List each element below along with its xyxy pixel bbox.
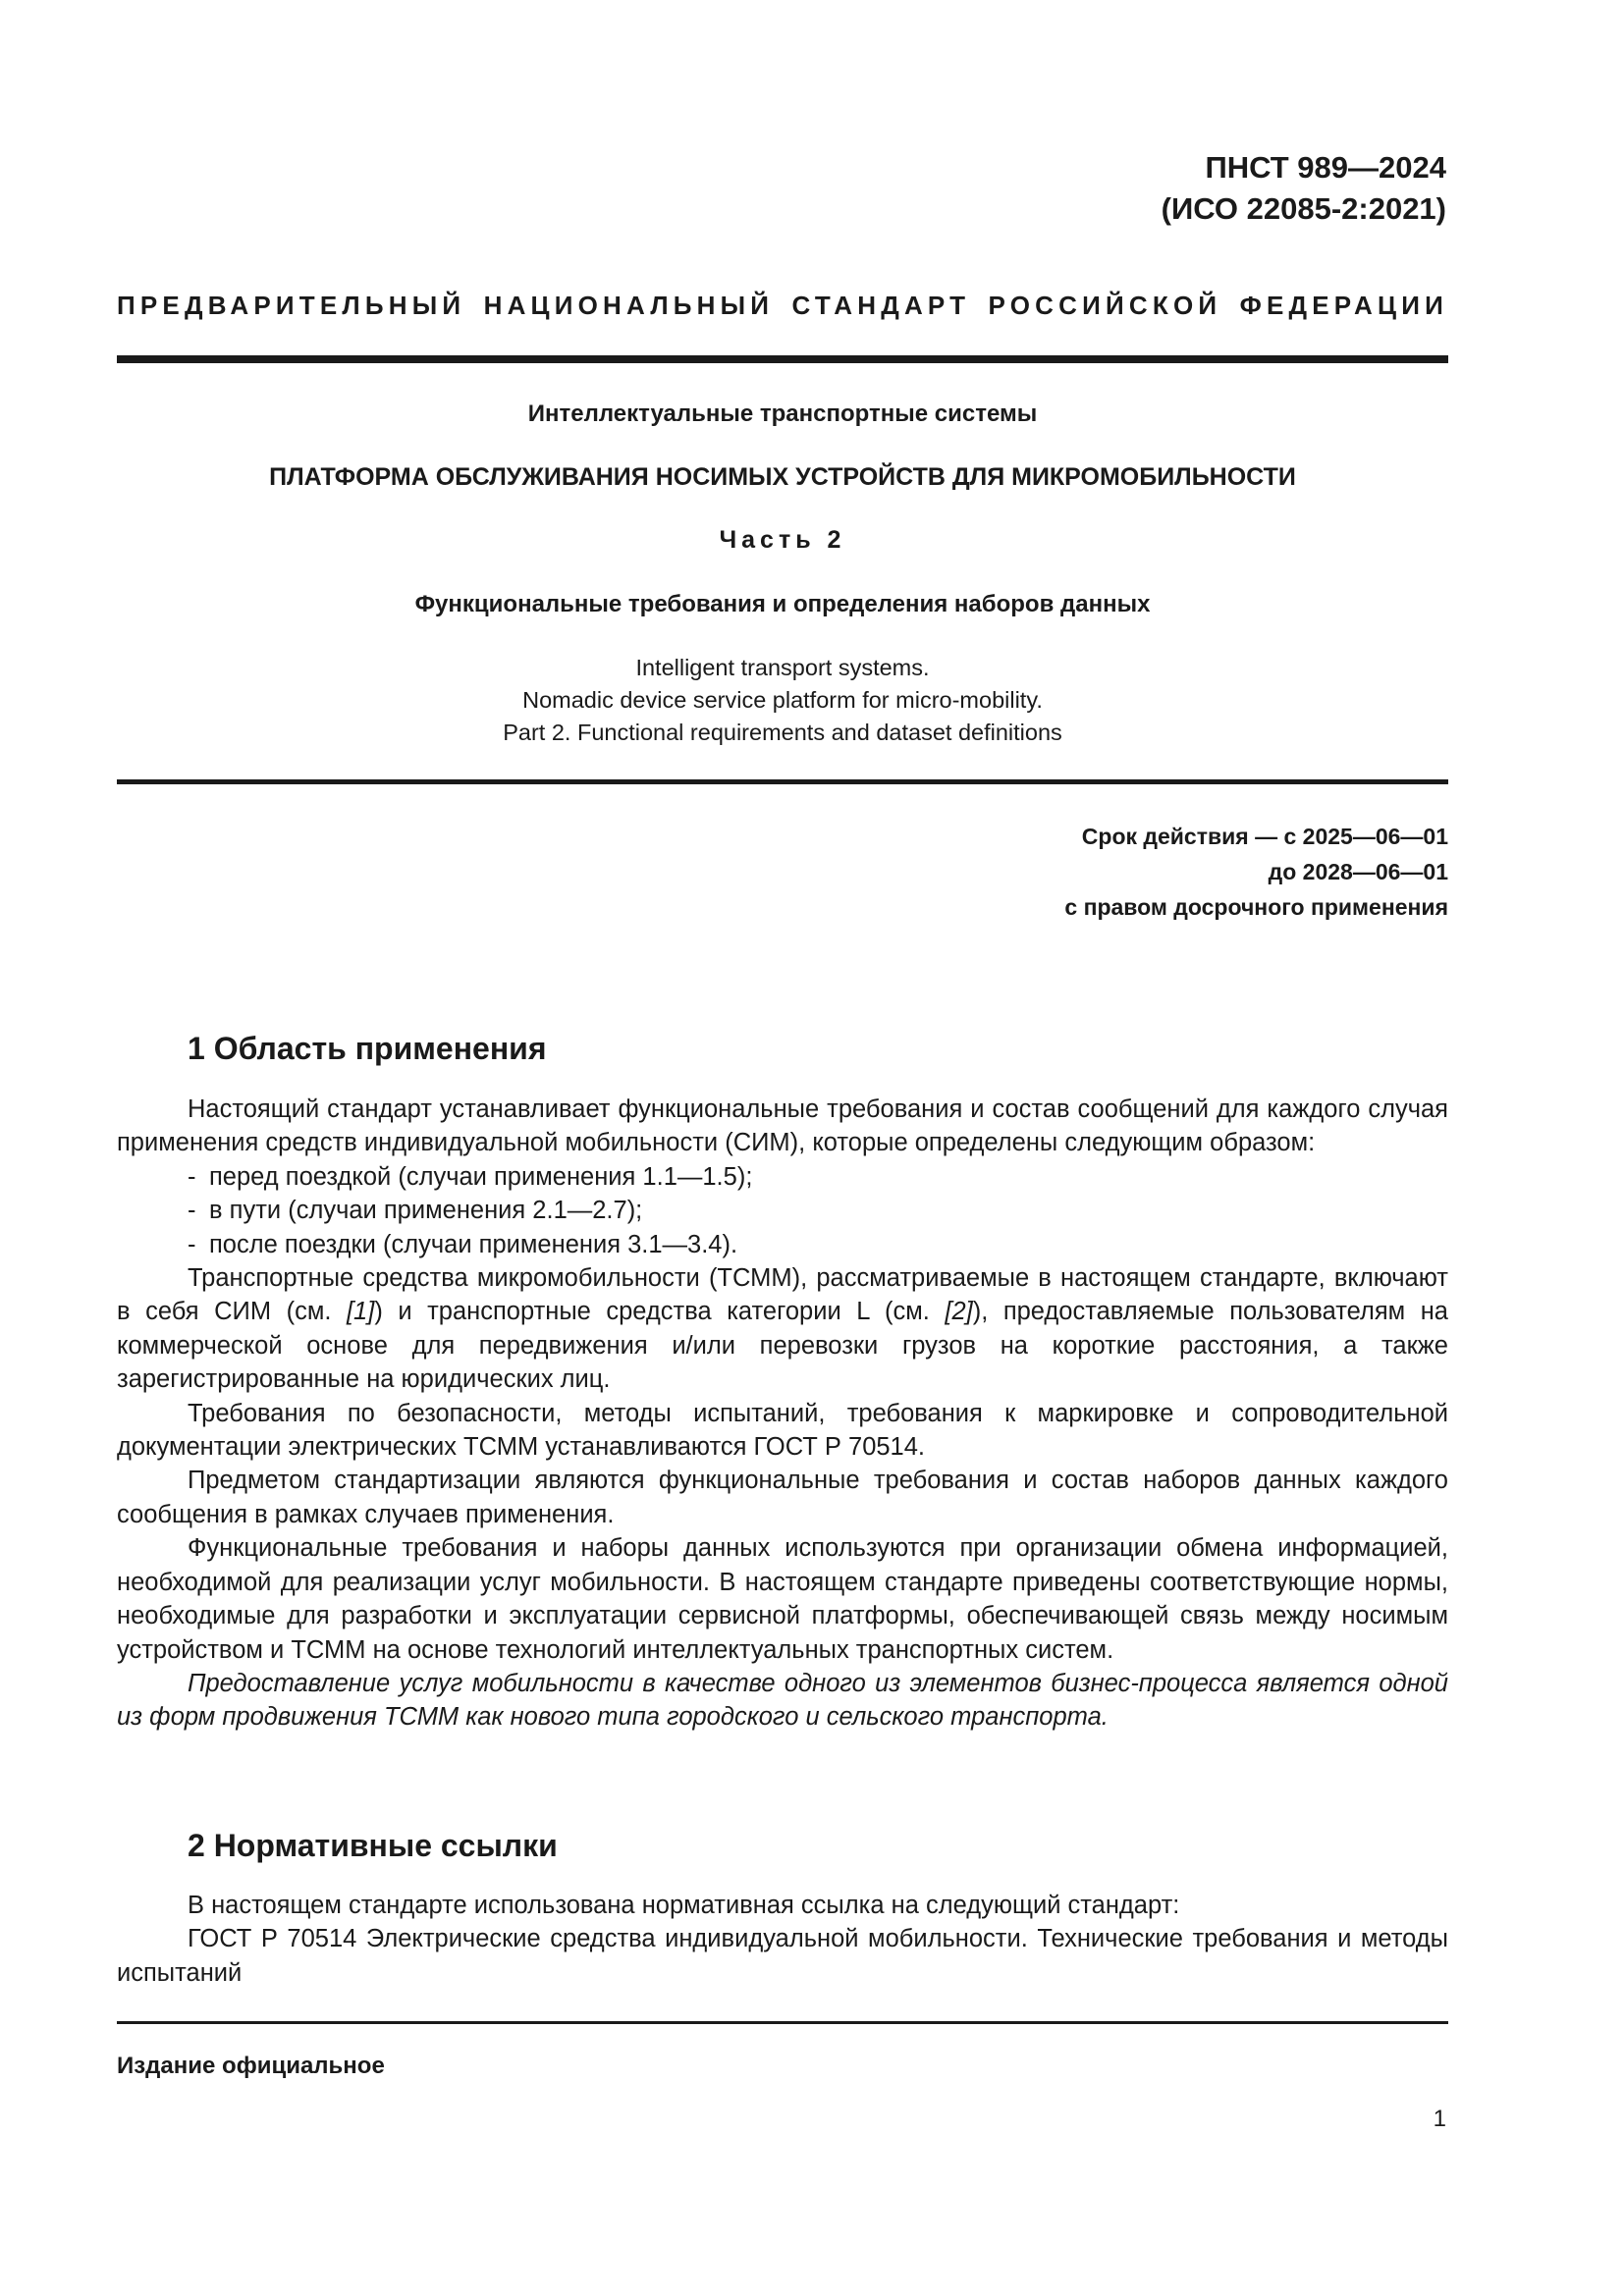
validity-start: Срок действия — с 2025—06—01 xyxy=(1081,824,1448,849)
list-item: - в пути (случаи применения 2.1—2.7); xyxy=(188,1197,643,1225)
standard-type-heading: ПРЕДВАРИТЕЛЬНЫЙ НАЦИОНАЛЬНЫЙ СТАНДАРТ РОССИЙСКОЙ ФЕДЕРАЦИИ xyxy=(117,291,1448,320)
section-1-paragraph-4: Предметом стандартизации являются функциональные требования и состав наборов данных каждого сообщения в рамках случаев применения. xyxy=(117,1467,1448,1528)
list-item: - перед поездкой (случаи применения 1.1—1.5); xyxy=(188,1162,753,1191)
section-1-body xyxy=(117,1093,1448,1735)
designation-number: ПНСТ 989—2024 xyxy=(1205,150,1446,185)
validity-period xyxy=(1064,819,1448,925)
section-1-paragraph-3: Требования по безопасности, методы испытаний, требования к маркировке и сопроводительной документации электрических ТСММ устанавливаются ГОСТ Р 70514. xyxy=(117,1399,1448,1462)
section-1-paragraph-1: Настоящий стандарт устанавливает функциональные требования и состав сообщений для каждого случая применения средств индивидуальной мобильности (СИМ), которые определены следующим образом: xyxy=(117,1095,1448,1157)
english-title-line-3: Part 2. Functional requirements and dataset definitions xyxy=(503,720,1062,745)
section-2-body xyxy=(117,1889,1448,1990)
title-subject: Интеллектуальные транспортные системы xyxy=(527,400,1038,427)
list-item-text: после поездки (случаи применения 3.1—3.4). xyxy=(209,1230,738,1258)
title-divider xyxy=(117,779,1448,784)
section-2-paragraph-2: ГОСТ Р 70514 Электрические средства индивидуальной мобильности. Технические требования и методы испытаний xyxy=(117,1925,1448,1987)
list-item-text: в пути (случаи применения 2.1—2.7); xyxy=(209,1197,643,1225)
english-title-line-1: Intelligent transport systems. xyxy=(635,655,930,680)
header-divider xyxy=(117,355,1448,363)
footer-divider xyxy=(117,2021,1448,2024)
list-item-text: перед поездкой (случаи применения 1.1—1.5); xyxy=(209,1162,753,1191)
title-subtitle: Функциональные требования и определения наборов данных xyxy=(414,591,1151,617)
title-main: ПЛАТФОРМА ОБСЛУЖИВАНИЯ НОСИМЫХ УСТРОЙСТВ ДЛЯ МИКРОМОБИЛЬНОСТИ xyxy=(269,463,1296,491)
designation-iso: (ИСО 22085-2:2021) xyxy=(1161,191,1446,226)
standard-designation xyxy=(1162,147,1446,230)
section-2-heading: 2 Нормативные ссылки xyxy=(188,1828,558,1863)
section-1-paragraph-2: Транспортные средства микромобильности (ТСММ), рассматриваемые в настоящем стандарте, включают в себя СИМ (см. [1]) и транспортные средства категории L (см. [2]), предоставляемые пользователям на коммерческой основе для передвижения и/или перевозки грузов на короткие расстояния, а также зарегистрированные на юридических лиц. xyxy=(117,1264,1448,1394)
official-edition-label: Издание официальное xyxy=(117,2053,385,2079)
title-part: Часть 2 xyxy=(719,526,846,554)
reference-link-2[interactable]: [2] xyxy=(945,1298,973,1326)
english-title xyxy=(117,652,1448,749)
section-2-paragraph-1: В настоящем стандарте использована нормативная ссылка на следующий стандарт: xyxy=(188,1892,1180,1919)
english-title-line-2: Nomadic device service platform for micro-mobility. xyxy=(522,687,1043,713)
section-1-paragraph-6: Предоставление услуг мобильности в качестве одного из элементов бизнес-процесса является одной из форм продвижения ТСММ как нового типа городского и сельского транспорта. xyxy=(117,1669,1448,1732)
section-1-paragraph-5: Функциональные требования и наборы данных используются при организации обмена информацией, необходимой для реализации услуг мобильности. В настоящем стандарте приведены соответствующие нормы, необходимые для разработки и эксплуатации сервисной платформы, обеспечивающей связь между носимым устройством и ТСММ на основе технологий интеллектуальных транспортных систем. xyxy=(117,1534,1448,1664)
reference-link-1[interactable]: [1] xyxy=(346,1298,375,1326)
validity-early-use: с правом досрочного применения xyxy=(1064,894,1448,920)
list-item: - после поездки (случаи применения 3.1—3.4). xyxy=(188,1230,738,1258)
page-number: 1 xyxy=(1433,2106,1446,2132)
section-1-heading: 1 Область применения xyxy=(188,1031,547,1066)
validity-end: до 2028—06—01 xyxy=(1268,859,1448,884)
